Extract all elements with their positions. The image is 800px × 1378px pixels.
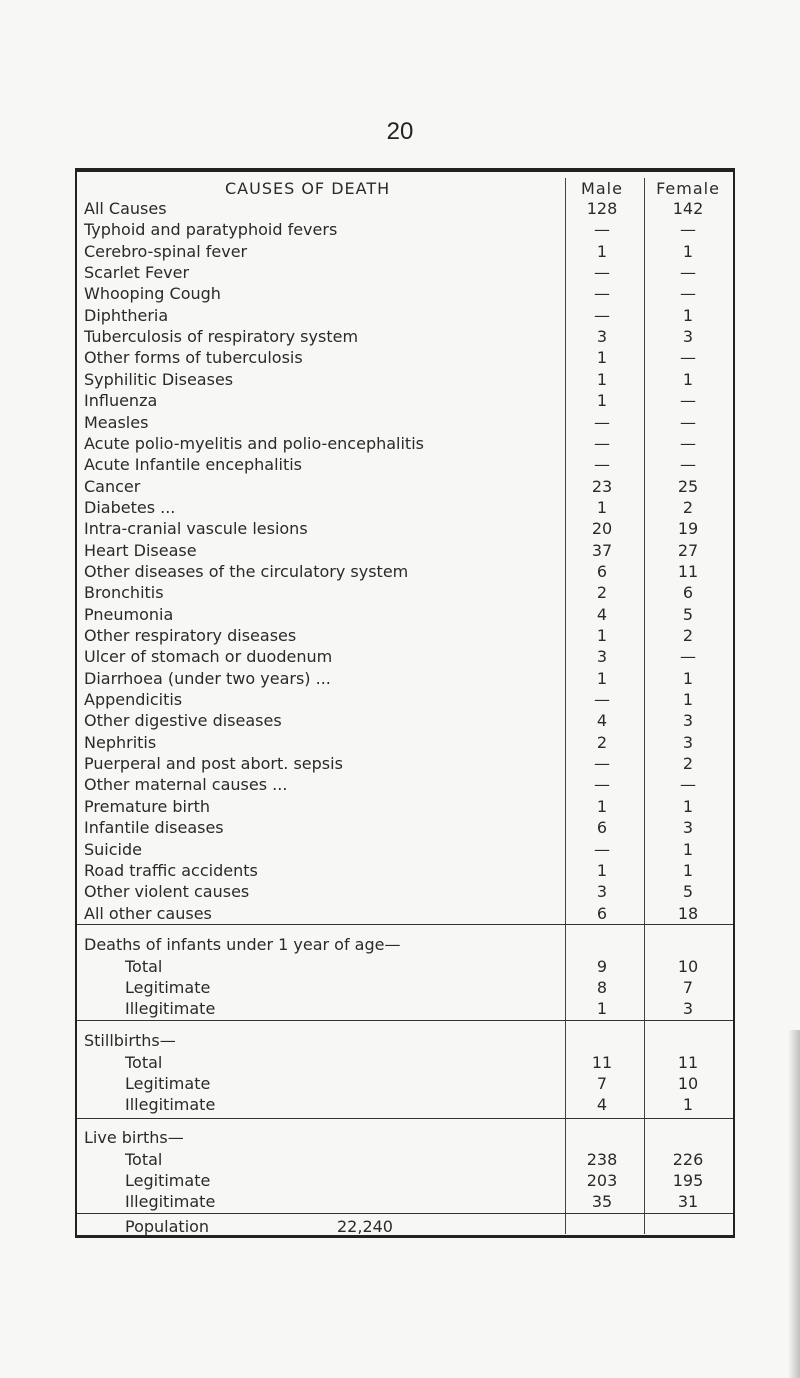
female-value: 195 (672, 1171, 704, 1190)
stillbirths-title (77, 1030, 733, 1051)
female-value: 2 (682, 497, 694, 517)
row-label: Acute polio-myelitis and polio-encephalitis (84, 433, 424, 453)
female-value: 3 (682, 818, 694, 838)
row-label: Ulcer of stomach or duodenum (84, 647, 333, 667)
male-value: 37 (591, 540, 613, 560)
table-row (77, 582, 733, 603)
table-row (77, 390, 733, 411)
female-value: 10 (677, 1074, 699, 1093)
male-value: 23 (591, 476, 613, 496)
male-header: Male (581, 179, 623, 198)
male-value: 1 (596, 241, 608, 261)
row-label: Suicide (84, 839, 142, 859)
male-value: 3 (596, 327, 608, 347)
female-value: — (680, 433, 696, 453)
scan-edge-shadow (788, 1030, 800, 1378)
table-row (77, 198, 733, 219)
row-label: Appendicitis (84, 690, 183, 710)
table-row (77, 1191, 733, 1212)
row-label: Typhoid and paratyphoid fevers (84, 220, 338, 240)
female-value: 1 (682, 690, 694, 710)
male-value: 20 (591, 519, 613, 539)
infant-deaths-title-label: Deaths of infants under 1 year of age— (84, 935, 401, 954)
female-value: 142 (672, 199, 704, 218)
row-label: Total (125, 957, 163, 976)
male-value: — (594, 263, 610, 283)
live-births-title-label: Live births— (84, 1128, 184, 1147)
page-number: 20 (386, 118, 414, 145)
row-label: Illegitimate (125, 1192, 216, 1211)
infant-deaths-title (77, 934, 733, 955)
male-value: — (594, 284, 610, 304)
male-value: 9 (596, 957, 608, 976)
row-label: Scarlet Fever (84, 263, 190, 283)
table-row (77, 1073, 733, 1094)
table-row (77, 903, 733, 924)
row-label: Puerperal and post abort. sepsis (84, 754, 343, 774)
row-label: Legitimate (125, 978, 211, 997)
male-value: 6 (596, 903, 608, 923)
male-value: 2 (596, 732, 608, 752)
female-value: 2 (682, 626, 694, 645)
row-label: Tuberculosis of respiratory system (84, 327, 359, 347)
male-value: — (594, 305, 610, 325)
table-row (77, 977, 733, 998)
row-label: Diarrhoea (under two years) ... (84, 668, 331, 688)
row-label: Measles (84, 412, 149, 432)
table-row (77, 796, 733, 817)
female-value: 11 (677, 561, 699, 581)
table-row (77, 998, 733, 1019)
female-value: 1 (682, 668, 694, 688)
male-value: 7 (596, 1074, 608, 1093)
row-label: Other respiratory diseases (84, 626, 297, 645)
table-row (77, 1094, 733, 1115)
male-value: 3 (596, 647, 608, 667)
male-value: 4 (596, 1095, 608, 1114)
female-value: 1 (682, 241, 694, 261)
table-row (77, 326, 733, 347)
table-row (77, 540, 733, 561)
table-row (77, 347, 733, 368)
male-value: 8 (596, 978, 608, 997)
female-value: 18 (677, 903, 699, 923)
table-row (77, 476, 733, 497)
section-rule (77, 1118, 733, 1119)
female-value: 1 (682, 369, 694, 389)
table-row (77, 956, 733, 977)
row-label: Premature birth (84, 796, 210, 816)
row-label: Legitimate (125, 1171, 211, 1190)
row-label: Heart Disease (84, 540, 197, 560)
live-births-title (77, 1127, 733, 1148)
row-label: Cerebro-spinal fever (84, 241, 248, 261)
male-value: 4 (596, 604, 608, 624)
female-value: 7 (682, 978, 694, 997)
female-value: 1 (682, 1095, 694, 1114)
table-row (77, 710, 733, 731)
table-row (77, 689, 733, 710)
female-value: 2 (682, 754, 694, 774)
male-value: — (594, 839, 610, 859)
male-value: 1 (596, 796, 608, 816)
male-value: — (594, 412, 610, 432)
table-row (77, 369, 733, 390)
row-label: Cancer (84, 476, 141, 496)
female-value: — (680, 284, 696, 304)
row-label: Other digestive diseases (84, 711, 282, 731)
female-value: — (680, 647, 696, 667)
table-row (77, 881, 733, 902)
row-label: Diphtheria (84, 305, 169, 325)
table-row (77, 732, 733, 753)
male-value: — (594, 690, 610, 710)
table-row (77, 839, 733, 860)
row-label: Bronchitis (84, 583, 164, 603)
male-value: 1 (596, 497, 608, 517)
male-value: 203 (586, 1171, 618, 1190)
row-label: Infantile diseases (84, 818, 224, 838)
table-row (77, 753, 733, 774)
female-value: 1 (682, 305, 694, 325)
row-label: Influenza (84, 391, 158, 411)
female-value: — (680, 455, 696, 475)
male-value: 6 (596, 818, 608, 838)
male-value: 1 (596, 668, 608, 688)
row-label: Legitimate (125, 1074, 211, 1093)
female-value: 6 (682, 583, 694, 603)
table-row (77, 1170, 733, 1191)
row-label: Other maternal causes ... (84, 775, 288, 795)
male-value: 1 (596, 369, 608, 389)
male-value: — (594, 775, 610, 795)
table-row (77, 774, 733, 795)
female-value: 1 (682, 839, 694, 859)
table-row (77, 1052, 733, 1073)
male-value: 3 (596, 882, 608, 902)
male-value: 1 (596, 860, 608, 880)
female-value: 3 (682, 711, 694, 731)
causes-title: CAUSES OF DEATH (225, 179, 391, 198)
mortality-table (75, 168, 735, 1238)
table-row (77, 497, 733, 518)
table-row (77, 860, 733, 881)
table-row (77, 1149, 733, 1170)
female-value: — (680, 391, 696, 411)
table-row (77, 219, 733, 240)
section-rule (77, 924, 733, 925)
female-value: — (680, 263, 696, 283)
table-row (77, 262, 733, 283)
female-value: 1 (682, 860, 694, 880)
row-label: All other causes (84, 903, 212, 923)
population-row (77, 1216, 733, 1237)
female-value: 1 (682, 796, 694, 816)
male-value: — (594, 220, 610, 240)
row-label: Pneumonia (84, 604, 174, 624)
row-label: Intra-cranial vascule lesions (84, 519, 308, 539)
row-label: Illegitimate (125, 1095, 216, 1114)
female-value: 3 (682, 732, 694, 752)
female-value: 27 (677, 540, 699, 560)
row-label: Whooping Cough (84, 284, 221, 304)
male-value: 238 (586, 1150, 618, 1169)
row-label: Total (125, 1053, 163, 1072)
female-value: — (680, 775, 696, 795)
population-value: 22,240 (337, 1217, 393, 1236)
male-value: 2 (596, 583, 608, 603)
male-value: — (594, 754, 610, 774)
female-value: 5 (682, 882, 694, 902)
table-row (77, 305, 733, 326)
table-header (77, 178, 733, 199)
table-row (77, 283, 733, 304)
row-label: Total (125, 1150, 163, 1169)
row-label: Road traffic accidents (84, 860, 258, 880)
row-label: Syphilitic Diseases (84, 369, 234, 389)
male-value: 1 (596, 999, 608, 1018)
female-header: Female (656, 179, 720, 198)
male-value: 6 (596, 561, 608, 581)
female-value: 10 (677, 957, 699, 976)
table-row (77, 412, 733, 433)
female-value: 5 (682, 604, 694, 624)
male-value: 11 (591, 1053, 613, 1072)
female-value: 3 (682, 327, 694, 347)
stillbirths-title-label: Stillbirths— (84, 1031, 176, 1050)
row-label: Nephritis (84, 732, 157, 752)
table-row (77, 561, 733, 582)
table-row (77, 518, 733, 539)
table-row (77, 454, 733, 475)
female-value: 3 (682, 999, 694, 1018)
male-value: 1 (596, 626, 608, 645)
table-row (77, 433, 733, 454)
female-value: — (680, 348, 696, 368)
row-label: Other diseases of the circulatory system (84, 561, 409, 581)
row-label: Illegitimate (125, 999, 216, 1018)
female-value: 226 (672, 1150, 704, 1169)
table-row (77, 625, 733, 646)
male-value: 1 (596, 391, 608, 411)
female-value: — (680, 220, 696, 240)
table-row (77, 817, 733, 838)
row-label: All Causes (84, 199, 167, 218)
row-label: Acute Infantile encephalitis (84, 455, 303, 475)
table-row (77, 604, 733, 625)
male-value: 4 (596, 711, 608, 731)
table-row (77, 241, 733, 262)
male-value: — (594, 455, 610, 475)
male-value: 128 (586, 199, 618, 218)
table-row (77, 646, 733, 667)
male-value: 1 (596, 348, 608, 368)
table-row (77, 668, 733, 689)
female-value: 25 (677, 476, 699, 496)
section-rule (77, 1020, 733, 1021)
population-label: Population (125, 1217, 210, 1236)
female-value: 11 (677, 1053, 699, 1072)
row-label: Other forms of tuberculosis (84, 348, 303, 368)
male-value: — (594, 433, 610, 453)
section-rule (77, 1213, 733, 1214)
male-value: 35 (591, 1192, 613, 1211)
row-label: Other violent causes (84, 882, 250, 902)
female-value: 31 (677, 1192, 699, 1211)
row-label: Diabetes ... (84, 497, 176, 517)
female-value: 19 (677, 519, 699, 539)
female-value: — (680, 412, 696, 432)
